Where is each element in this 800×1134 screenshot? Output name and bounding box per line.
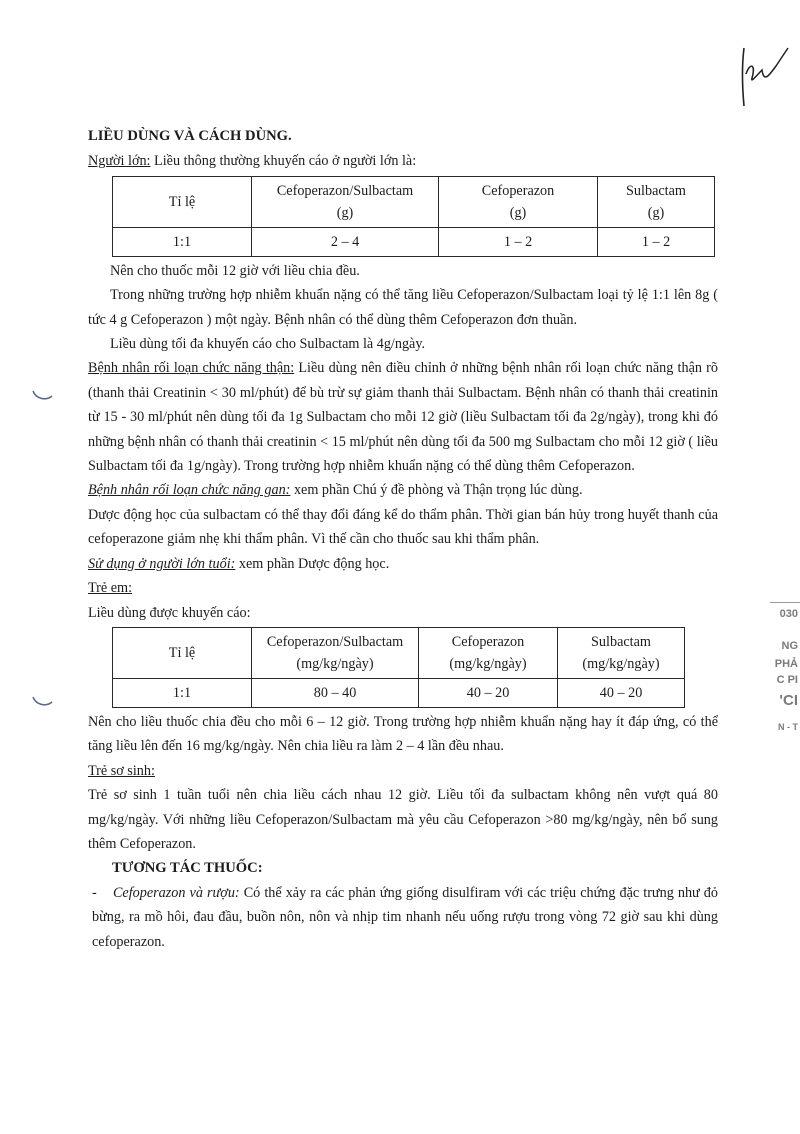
table-cell: 1 – 2	[598, 227, 715, 256]
paragraph: Trong những trường hợp nhiễm khuẩn nặng có thể tăng liều Cefoperazon/Sulbactam loại tỷ lệ 1:1 lên 8g ( tức 4 g Cefoperazon ) một ngày. Bệnh nhân có thể dùng thêm Cefoperazon đơn thuần.	[88, 287, 718, 328]
table-row	[113, 176, 715, 227]
section-heading: LIỀU DÙNG VÀ CÁCH DÙNG.	[88, 128, 292, 144]
interaction-label: Cefoperazon và rượu:	[112, 884, 240, 901]
table-row	[113, 678, 685, 707]
elderly-paragraph: Sử dụng ở người lớn tuổi: xem phần Dược động học.	[88, 555, 390, 572]
table-header-cell: Tỉ lệ	[113, 627, 252, 678]
hepatic-label: Bệnh nhân rối loạn chức năng gan:	[88, 482, 291, 499]
children-intro: Liều dùng được khuyến cáo:	[88, 604, 251, 621]
elderly-label: Sử dụng ở người lớn tuổi:	[88, 555, 236, 572]
neonates-paragraph: Trẻ sơ sinh 1 tuần tuổi nên chia liều cách nhau 12 giờ. Liều tối đa sulbactam không nên vượt quá 80 mg/kg/ngày. Với những liều Cefoperazon/Sulbactam mà yêu cầu Cefoperazon >80 mg/kg/ngày, nên bổ sung thêm Cefoperazon.	[88, 787, 718, 852]
stamp-fragment: 030	[779, 608, 798, 620]
edge-stamp	[762, 600, 800, 860]
table-cell: 1:1	[113, 227, 252, 256]
table-header-cell: Sulbactam (g)	[598, 176, 715, 227]
table-header-cell: Cefoperazon (g)	[439, 176, 598, 227]
table-cell: 1 – 2	[439, 227, 598, 256]
renal-label: Bệnh nhân rối loạn chức năng thận:	[88, 360, 295, 377]
table-row	[113, 227, 715, 256]
table-cell: 40 – 20	[419, 678, 558, 707]
hepatic-paragraph: Bệnh nhân rối loạn chức năng gan: xem phần Chú ý đề phòng và Thận trọng lúc dùng.	[88, 482, 583, 499]
list-bullet: -	[92, 884, 97, 901]
children-label: Trẻ em:	[88, 580, 133, 597]
table-cell: 2 – 4	[252, 227, 439, 256]
interaction-item: - Cefoperazon và rượu: Có thể xảy ra các phản ứng giống disulfiram với các triệu chứng đặc trưng như đỏ bừng, ra mồ hôi, đau đầu, buồn nôn, nôn và nhịp tim nhanh nếu uống rượu trong vòng 72 giờ sau khi dùng cefoperazon.	[92, 884, 718, 950]
table-header-cell: Tỉ lệ	[113, 176, 252, 227]
table-cell: 40 – 20	[558, 678, 685, 707]
neonates-label: Trẻ sơ sinh:	[88, 762, 155, 779]
stamp-fragment: PHẢ	[774, 658, 798, 670]
stamp-fragment: 'CI	[779, 692, 798, 709]
punch-hole-icon	[30, 694, 54, 708]
paragraph: Liều dùng tối đa khuyến cáo cho Sulbactam là 4g/ngày.	[110, 336, 426, 353]
interactions-heading: TƯƠNG TÁC THUỐC:	[112, 860, 263, 877]
children-paragraph: Nên cho liều thuốc chia đều cho mỗi 6 – 12 giờ. Trong trường hợp nhiễm khuẩn nặng hay ít đáp ứng, có thể tăng liều lên đến 16 mg/kg/ngày. Nên chia liều ra làm 2 – 4 lần đều nhau.	[88, 713, 718, 755]
table-header-cell: Sulbactam (mg/kg/ngày)	[558, 627, 685, 678]
adults-intro: Người lớn: Liều thông thường khuyến cáo ở người lớn là:	[88, 153, 417, 170]
punch-hole-icon	[30, 388, 54, 402]
table-header-cell: Cefoperazon/Sulbactam (g)	[252, 176, 439, 227]
dialysis-paragraph: Dược động học của sulbactam có thể thay đổi đáng kể do thẩm phân. Thời gian bán hủy trong huyết thanh của cefoperazone giảm nhẹ khi thẩm phân. Vì thế cần cho thuốc sau khi thẩm phân.	[88, 506, 718, 548]
table-row	[113, 627, 685, 678]
stamp-fragment: NG	[781, 640, 798, 652]
table-cell: 1:1	[113, 678, 252, 707]
table-cell: 80 – 40	[252, 678, 419, 707]
table-header-cell: Cefoperazon (mg/kg/ngày)	[419, 627, 558, 678]
signature-icon	[736, 44, 790, 110]
paragraph: Nên cho thuốc mỗi 12 giờ với liều chia đều.	[110, 262, 360, 279]
renal-paragraph: Bệnh nhân rối loạn chức năng thận: Liều dùng nên điều chỉnh ở những bệnh nhân rối loạn chức năng thận rõ (thanh thải Creatinin < 30 ml/phút) để bù trừ sự giảm thanh thải Sulbactam. Bệnh nhân có thanh thải creatinin từ 15 - 30 ml/phút nên dùng tối đa 1g Sulbactam cho mỗi 12 giờ (liều Sulbactam tối đa 2g/ngày), trong khi đó những bệnh nhân có thanh thải creatinin < 15 ml/phút nên dùng tối đa 500 mg Sulbactam cho mỗi 12 giờ ( liều Sulbactam tối đa 1g/ngày). Trong trường hợp nhiễm khuẩn nặng có thể dùng thêm Cefoperazon.	[88, 360, 718, 475]
table-header-cell: Cefoperazon/Sulbactam (mg/kg/ngày)	[252, 627, 419, 678]
dosage-section	[88, 124, 718, 954]
children-dose-table	[112, 627, 685, 708]
stamp-fragment: N - T	[778, 722, 798, 732]
adult-dose-table	[112, 176, 715, 257]
adults-label: Người lớn:	[88, 153, 151, 170]
stamp-fragment: C PI	[776, 674, 798, 686]
